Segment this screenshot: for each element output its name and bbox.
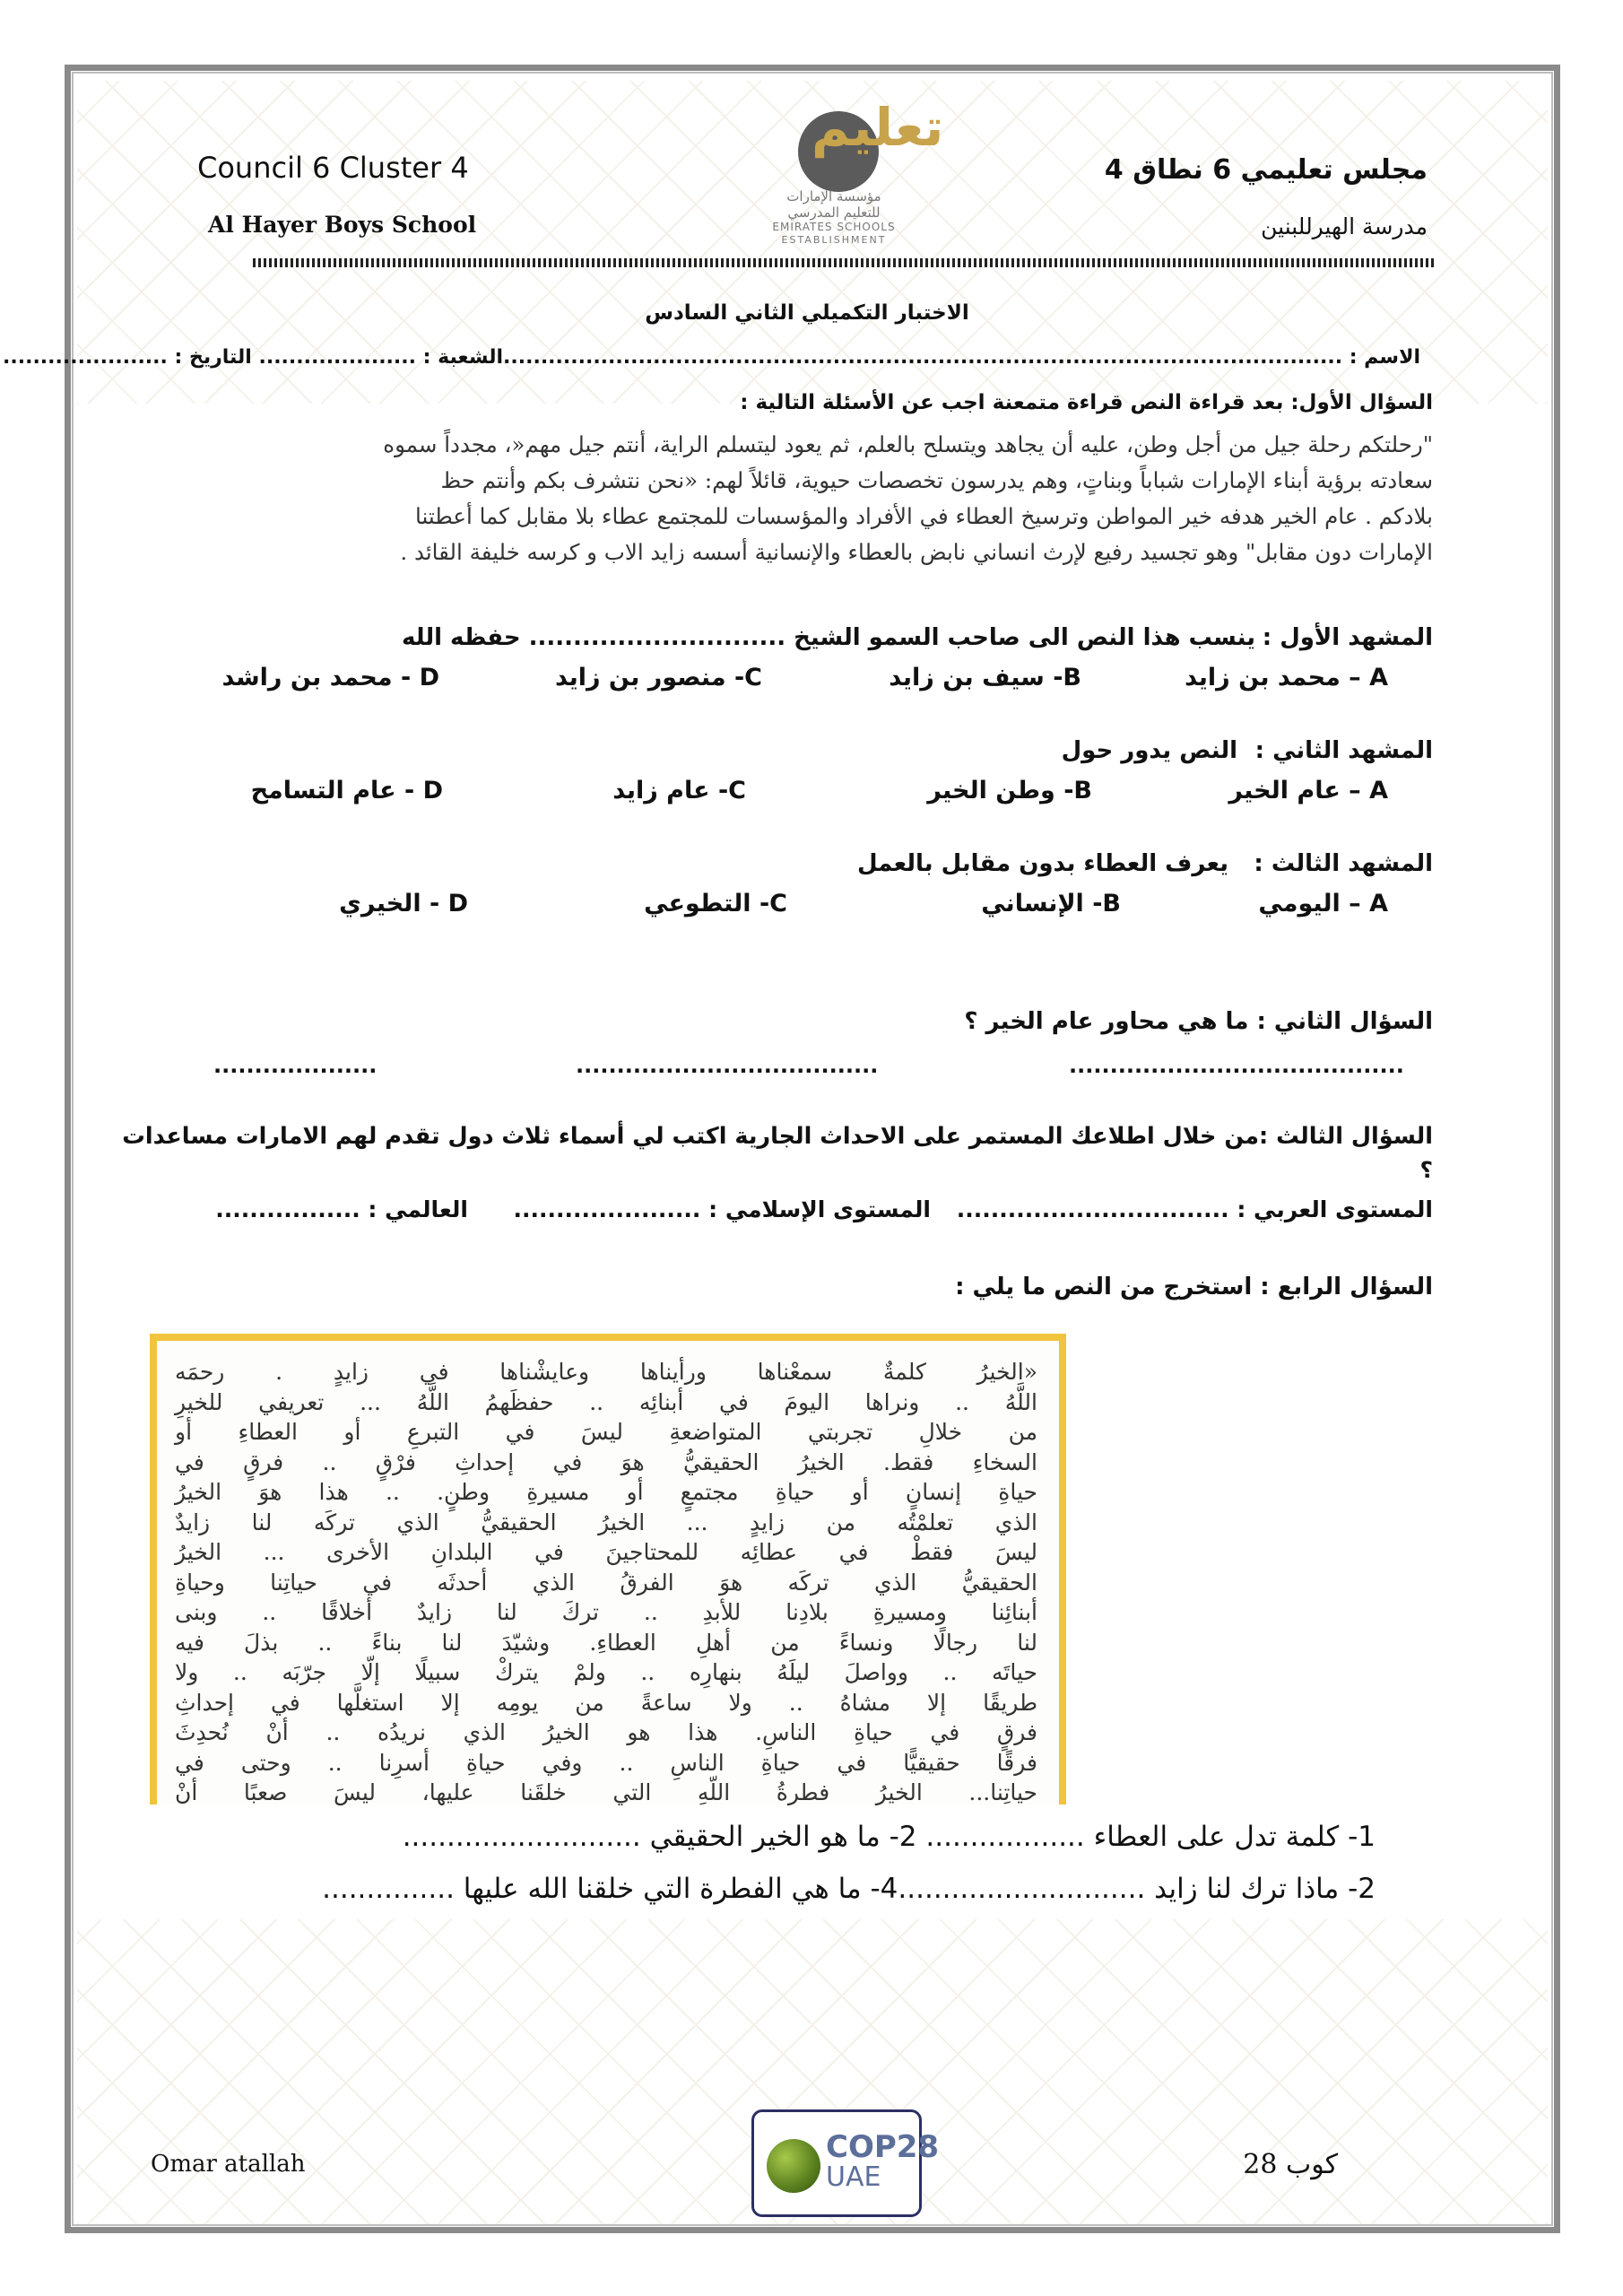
option-c[interactable]: C- عام زايد (612, 777, 746, 804)
passage-line: طريقًا إلا مشاهُ .. ولا ساعةً من يومِه إلا استغلَّها في إحداثِ (175, 1689, 1037, 1716)
q4-item-1[interactable]: 1- كلمة تدل على العطاء .................. 2- ما هو الخير الحقيقي ........................... (402, 1821, 1376, 1853)
exam-title: الاختبار التكميلي الثاني السادس (645, 301, 969, 325)
passage-line: اللَّهُ .. ونراها اليومَ في أبنائِه .. حفظَهمُ اللَّهُ ... تعريفي للخيرِ (175, 1388, 1037, 1415)
scene-question: النص يدور حول (1061, 737, 1237, 764)
option-d[interactable]: D - محمد بن راشد (221, 664, 439, 691)
passage-line: أبنائِنا ومسيرةِ بلادِنا للأبدِ .. تركَ لنا زايدٌ أخلاقًا .. وبنى (175, 1599, 1037, 1625)
logo-en-line2: ESTABLISHMENT (781, 234, 887, 246)
passage-line: الذي تعلمْتُه من زايدٍ ... الخيرُ الحقيقيُّ الذي تركَه لنا زايدٌ (175, 1509, 1037, 1535)
passage-line: من خلالِ تجربتي المتواضعةِ ليسَ في التبرعِ أو العطاءِ أو (175, 1419, 1037, 1445)
passage-line: حياتِنا... الخيرُ فطرةُ اللّهِ التي خلقَنا عليها، ليسَ صعبًا أنْ (175, 1779, 1037, 1805)
passage-line: حياتَه .. وواصلَ ليلَهُ بنهارِه .. ولمْ يتركْ سبيلًا إلّا جرّبَه .. ولا (175, 1659, 1037, 1685)
option-c[interactable]: C- التطوعي (644, 890, 787, 918)
scene-label: المشهد الثالث : (1254, 850, 1433, 877)
author-name: Omar atallah (151, 2151, 306, 2178)
option-b[interactable]: B- سيف بن زايد (889, 664, 1081, 691)
logo-ar-line2: للتعليم المدرسي (787, 204, 881, 221)
option-b[interactable]: B- الإنساني (981, 890, 1121, 918)
passage-line: ليسَ فقطْ في عطائِه للمحتاجينَ في البلدانِ الأخرى ... الخيرُ (175, 1539, 1037, 1565)
globe-icon (767, 2139, 820, 2193)
student-info-line: الاسم : ................................................................................................................الشعبة : ..................... التاريخ : ...................... (3, 346, 1420, 369)
option-b[interactable]: B- وطن الخير (927, 777, 1092, 804)
q3-heading: السؤال الثالث :من خلال اطلاعك المستمر على الاحداث الجارية اكتب لي أسماء ثلاث دول تقدم لهم الامارات مساعدات (122, 1123, 1433, 1150)
passage-line: فرقًا حقيقيًّا في حياةِ الناسِ .. وفي حياةِ أسرِنا .. وحتى في (175, 1749, 1037, 1776)
q4-heading: السؤال الرابع : استخرج من النص ما يلي : (955, 1274, 1433, 1300)
q2-blank-3[interactable]: .................... (213, 1053, 378, 1078)
q4-item-2[interactable]: 2- ماذا ترك لنا زايد ............................4- ما هي الفطرة التي خلقنا الله عليها ............... (322, 1873, 1376, 1905)
school-en: Al Hayer Boys School (208, 212, 477, 238)
scene-question: ينسب هذا النص الى صاحب السمو الشيخ ............................. حفظه الله (401, 624, 1255, 651)
council-ar: مجلس تعليمي 6 نطاق 4 (1104, 154, 1428, 186)
scene-label: المشهد الأول : (1262, 624, 1433, 651)
q1-line: الإمارات دون مقابل" وهو تجسيد رفيع لإرث انساني نابض بالعطاء والإنسانية أسسه زايد الاب و كرسه خليفة القائد . (400, 539, 1433, 565)
scene-label: المشهد الثاني : (1254, 737, 1433, 764)
school-ar: مدرسة الهيرللبنين (1261, 213, 1428, 239)
option-d[interactable]: D - عام التسامح (250, 777, 443, 804)
q1-line: سعادته برؤية أبناء الإمارات شباباً وبناتٍ، وهم يدرسون تخصصات حيوية، قائلاً لهم: «نحن نتشرف بكم وأنتم حظ (440, 467, 1433, 493)
cop28-logo-text (826, 2129, 940, 2193)
passage-line: السخاءِ فقط. الخيرُ الحقيقيُّ هوَ في إحداثِ فرْقٍ .. فرقٍ في (175, 1448, 1037, 1475)
q1-line: "رحلتكم رحلة جيل من أجل وطن، عليه أن يجاهد ويتسلح بالعلم، ثم يعود ليتسلم الراية، أنتم جيل مهم«، مجدداً سموه (383, 431, 1433, 457)
cop28-text: كوب 28 (1243, 2149, 1338, 2180)
cop28-logo-bottom: UAE (826, 2161, 881, 2193)
q3-heading-end: ؟ (1419, 1157, 1433, 1183)
passage-line: «الخيرُ كلمةٌ سمعْناها ورأيناها وعايشْناها في زايدٍ . رحمَه (175, 1359, 1037, 1385)
cop28-logo-top: COP28 (826, 2129, 940, 2165)
q2-blank-2[interactable]: ..................................... (576, 1053, 879, 1078)
scene-question: يعرف العطاء بدون مقابل بالعمل (856, 850, 1228, 877)
cop28-logo (751, 2109, 940, 2217)
logo-en-line1: EMIRATES SCHOOLS (772, 221, 896, 233)
council-en: Council 6 Cluster 4 (197, 151, 469, 185)
option-c[interactable]: C- منصور بن زايد (554, 664, 762, 691)
q1-heading: السؤال الأول: بعد قراءة النص قراءة متمعنة اجب عن الأسئلة التالية : (740, 391, 1433, 414)
passage-line: لنا رجالًا ونساءً من أهلِ العطاءِ. وشيّدَ لنا بناءً .. بذلَ فيه (175, 1629, 1037, 1656)
option-a[interactable]: A – محمد بن زايد (1185, 664, 1388, 691)
passage-line: حياةِ إنسانٍ أو حياةِ مجتمعٍ أو مسيرةِ وطنٍ. .. هذا هوَ الخيرُ (175, 1479, 1037, 1505)
passage-line: الحقيقيُّ الذي تركَه هوَ الفرقُ الذي أحدثَه في حياتِنا وحياةِ (175, 1569, 1037, 1596)
option-a[interactable]: A – عام الخير (1228, 777, 1388, 804)
q2-heading: السؤال الثاني : ما هي محاور عام الخير ؟ (964, 1008, 1433, 1035)
q1-line: بلادكم . عام الخير هدفه خير المواطن وترسيخ العطاء في الأفراد والمؤسسات للمجتمع عطاء بلا مقابل كما أعطتنا (415, 503, 1433, 529)
logo-word: تعليم (812, 97, 944, 158)
q1-passage (178, 427, 1433, 570)
q4-passage-image (150, 1334, 1066, 1805)
header-divider (253, 258, 1436, 267)
q3-arab-level[interactable]: المستوى العربي : ................................ (956, 1196, 1433, 1222)
passage-line: فرقٍ في حياةِ الناسِ. هذا هو الخيرُ الذي نريدُه .. أنْ نُحدِثَ (175, 1719, 1037, 1745)
q3-islamic-level[interactable]: المستوى الإسلامي : ...................... (513, 1196, 931, 1222)
option-d[interactable]: D - الخيري (339, 890, 468, 918)
q3-world-level[interactable]: العالمي : ................. (215, 1196, 468, 1222)
q2-blank-1[interactable]: ......................................... (1069, 1053, 1404, 1078)
logo-ar-line1: مؤسسة الإمارات (786, 188, 881, 204)
option-a[interactable]: A – اليومي (1258, 890, 1388, 918)
